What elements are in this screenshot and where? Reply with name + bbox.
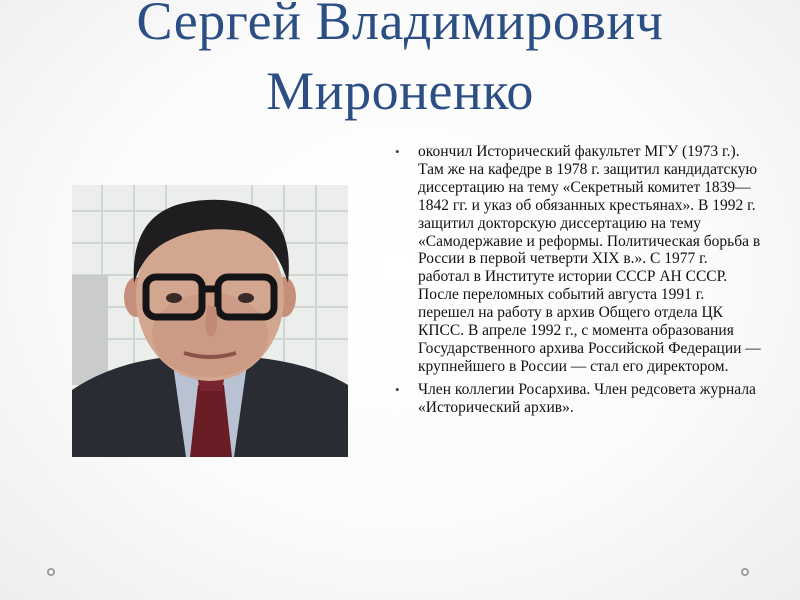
bullet-list: [393, 143, 763, 422]
slide-title: [0, 0, 800, 126]
title-line-2: Мироненко: [266, 61, 534, 121]
portrait-photo: [72, 185, 348, 457]
title-line-1: Сергей Владимирович: [136, 0, 664, 51]
corner-ornament-left: [47, 568, 55, 576]
corner-ornament-right: [741, 568, 749, 576]
bullet-membership: • Член коллегии Росархива. Член редсовета журнала «Исторический архив».: [393, 381, 763, 417]
bullet-biography: • окончил Исторический факультет МГУ (1973 г.). Там же на кафедре в 1978 г. защитил кандидатскую диссертацию на тему «Секретный комитет 1839—1842 гг. и указ об обязанных крестьянах». В 1992 г. защитил докторскую диссертацию на тему «Самодержавие и реформы. Политическая борьба в России в первой четверти XIX в.». С 1977 г. работал в Институте истории СССР АН СССР. После переломных событий августа 1991 г. перешел на работу в архив Общего отдела ЦК КПСС. В апреле 1992 г., с момента образования Государственного архива Российской Федерации — крупнейшего в России — стал его директором.: [393, 143, 763, 376]
